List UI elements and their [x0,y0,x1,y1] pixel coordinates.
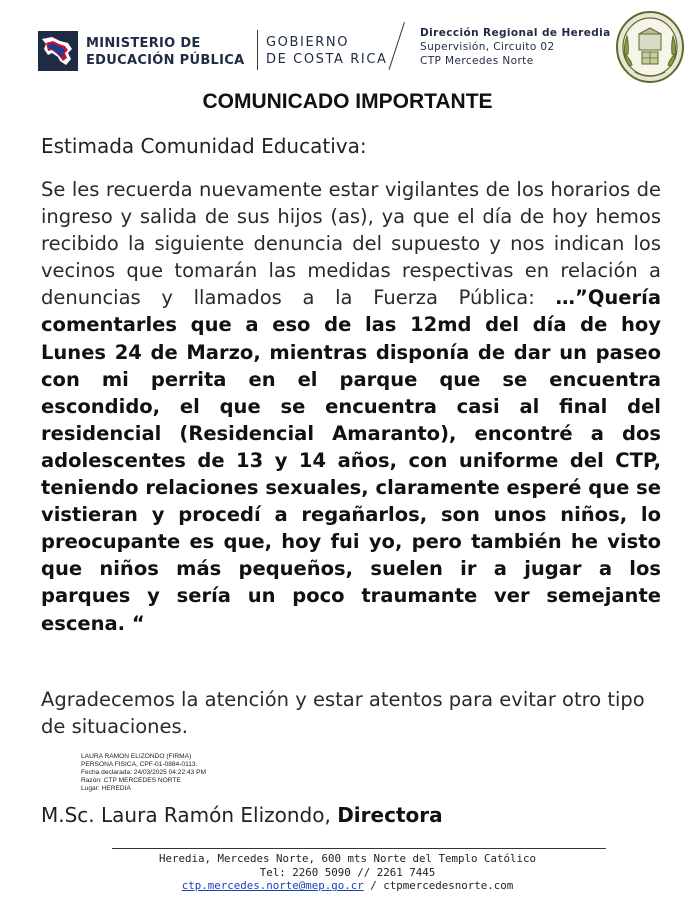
email-link[interactable]: ctp.mercedes.norte@mep.go.cr [181,879,364,893]
footer-phones: Tel: 2260 5090 // 2261 7445 [259,865,436,879]
regional-direction [420,26,611,68]
signer-role: Directora [337,803,443,827]
ministry-line-2: EDUCACIÓN PÚBLICA [86,53,245,68]
website-text: ctpmercedesnorte.com [383,879,514,893]
ministry-line-1: MINISTERIO DE [86,36,201,51]
government-line-1: GOBIERNO [266,35,350,50]
digital-signature-block [81,753,206,793]
signature-line-1: LAURA RAMON ELIZONDO (FIRMA) [81,753,192,760]
page-title: COMUNICADO IMPORTANTE [202,90,493,113]
signature-line-5: Lugar: HEREDIA [81,785,131,793]
closing-paragraph: Agradecemos la atención y estar atentos para evitar otro tipo de situaciones. [41,688,645,738]
direction-line-1: Dirección Regional de Heredia [420,27,611,39]
complaint-quote: …”Quería comentarles que a eso de las 12md del día de hoy Lunes 24 de Marzo, mientras disponía de dar un paseo con mi perrita en el parque que se encuentra escondido, el que se encuentra casi al final del residencial (Residencial Amaranto), encontré a dos adolescentes de 13 y 14 años, con uniforme del CTP, teniendo relaciones sexuales, claramente esperé que se vistieran y procedí a regañarlos, son unos niños, lo preocupante es que, hoy fui yo, pero también he visto que niños más pequeños, suelen ir a jugar a los parques y sería un poco traumante ver semejante escena. “ [41,286,661,635]
signature-line-4: Razón: CTP MERCEDES NORTE [81,777,181,785]
body-intro: Se les recuerda nuevamente estar vigilantes de los horarios de ingreso y salida de sus hijos (as), ya que el día de hoy hemos recibido la siguiente denuncia del supuesto y nos indican los vecinos que tomarán las medidas respectivas en relación a denuncias y llamados a la Fuerza Pública: [41,178,661,310]
signer-line [41,803,443,827]
greeting: Estimada Comunidad Educativa: [41,134,367,158]
body-paragraph [41,176,661,637]
direction-line-3: CTP Mercedes Norte [420,55,534,67]
footer-address: Heredia, Mercedes Norte, 600 mts Norte del Templo Católico [158,852,537,865]
footer-divider [112,848,606,849]
ministry-name [86,35,244,69]
header-slash-divider [389,22,405,70]
direction-line-2: Supervisión, Circuito 02 [420,41,555,53]
letterhead [0,0,695,90]
government-line-2: DE COSTA RICA [266,52,388,67]
header-divider [257,30,258,70]
footer-contact-line [0,879,695,893]
signature-line-2: PERSONA FISICA, CPF-01-0884-0113. [81,761,198,769]
costa-rica-map-logo [38,31,78,71]
school-seal-icon [615,10,685,84]
signature-line-3: Fecha declarada: 24/03/2025 04:22:43 PM [81,769,207,777]
signer-name: M.Sc. Laura Ramón Elizondo, [41,803,338,827]
government-name [266,34,388,68]
footer [0,852,695,893]
footer-separator: / [363,879,384,893]
